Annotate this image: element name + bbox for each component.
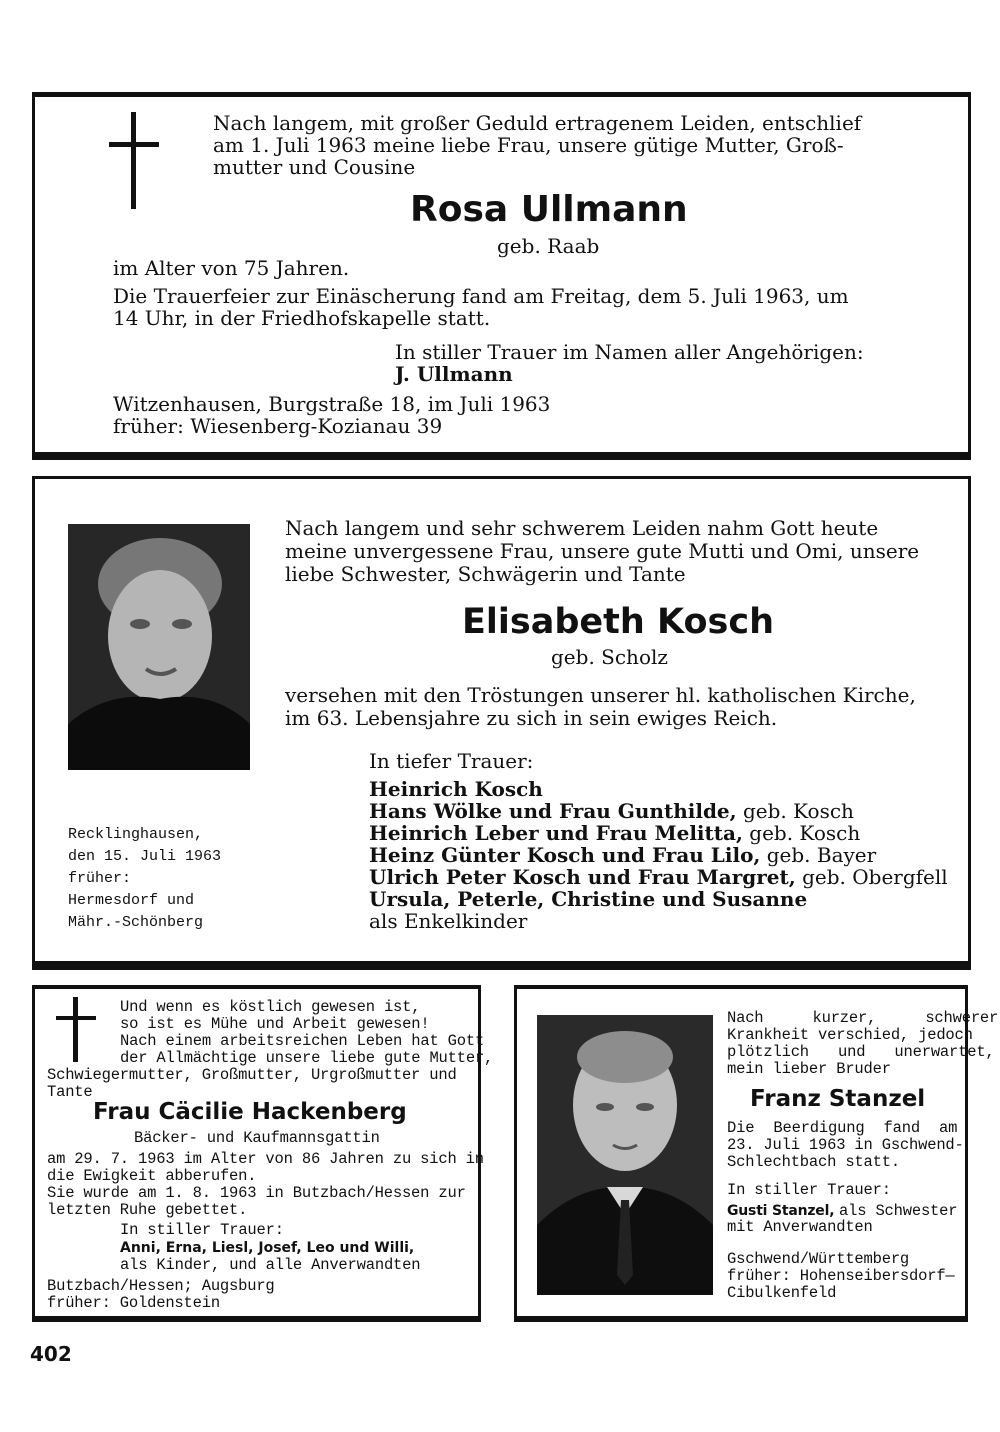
text-line-2: 23. Juli 1963 in Gschwend- bbox=[727, 1136, 964, 1154]
place-line-1: Recklinghausen, bbox=[68, 826, 204, 843]
text-line-10: letzten Ruhe gebettet. bbox=[47, 1201, 248, 1219]
intro-line-2: Krankheit verschied, jedoch bbox=[727, 1026, 973, 1044]
text-line-6: Tante bbox=[47, 1083, 93, 1101]
text-line-1: Die Beerdigung fand am bbox=[727, 1119, 958, 1137]
mourner-line-1: Gusti Stanzel, als Schwester bbox=[727, 1202, 958, 1220]
intro-line-1: Nach langem und sehr schwerem Leiden nahm Gott heute bbox=[285, 516, 879, 540]
intro-line-3: mutter und Cousine bbox=[213, 155, 416, 179]
text-line-3: Schlechtbach statt. bbox=[727, 1153, 900, 1171]
mourner-1: Heinrich Kosch bbox=[369, 777, 543, 801]
portrait-photo bbox=[537, 1015, 713, 1295]
mourners-line-2: als Kinder, und alle Anverwandten bbox=[120, 1256, 421, 1274]
funeral-line-2: 14 Uhr, in der Friedhofskapelle statt. bbox=[113, 306, 491, 330]
text-line-2: im 63. Lebensjahre zu sich in sein ewiges Reich. bbox=[285, 706, 778, 730]
mourning-line: In stiller Trauer: bbox=[120, 1221, 284, 1239]
text-line-8: die Ewigkeit abberufen. bbox=[47, 1167, 257, 1185]
place-line-2: den 15. Juli 1963 bbox=[68, 848, 222, 865]
deceased-name: Elisabeth Kosch bbox=[462, 602, 775, 642]
mourner-5: Ulrich Peter Kosch und Frau Margret, geb. Obergfell bbox=[369, 865, 948, 889]
place-line-1: Butzbach/Hessen; Augsburg bbox=[47, 1277, 275, 1295]
mourner-3: Heinrich Leber und Frau Melitta, geb. Kosch bbox=[369, 821, 861, 845]
intro-line-3: plötzlich und unerwartet, bbox=[727, 1043, 995, 1061]
bottom-rule bbox=[32, 1317, 481, 1322]
occupation: Bäcker- und Kaufmannsgattin bbox=[134, 1129, 380, 1147]
portrait-photo bbox=[68, 524, 250, 770]
intro-line-2: meine unvergessene Frau, unsere gute Mutti und Omi, unsere bbox=[285, 539, 920, 563]
deceased-name: Rosa Ullmann bbox=[410, 189, 688, 230]
intro-line-2: am 1. Juli 1963 meine liebe Frau, unsere gütige Mutter, Groß- bbox=[213, 133, 844, 157]
signer: J. Ullmann bbox=[395, 362, 513, 386]
verse-line-1: Und wenn es köstlich gewesen ist, bbox=[120, 998, 421, 1016]
mourner-4: Heinz Günter Kosch und Frau Lilo, geb. Bayer bbox=[369, 843, 877, 867]
address-line-1: Witzenhausen, Burgstraße 18, im Juli 1963 bbox=[113, 392, 551, 416]
maiden-name: geb. Scholz bbox=[551, 645, 668, 669]
age-line: im Alter von 75 Jahren. bbox=[113, 256, 350, 280]
text-line-7: am 29. 7. 1963 im Alter von 86 Jahren zu sich in bbox=[47, 1150, 484, 1168]
verse-line-4: der Allmächtige unsere liebe gute Mutter, bbox=[120, 1049, 494, 1067]
address-line-2: früher: Wiesenberg-Kozianau 39 bbox=[113, 414, 443, 438]
place-line-5: Mähr.-Schönberg bbox=[68, 914, 204, 931]
verse-line-3: Nach einem arbeitsreichen Leben hat Gott bbox=[120, 1032, 485, 1050]
deceased-name: Franz Stanzel bbox=[750, 1086, 926, 1112]
mourner-6: Ursula, Peterle, Christine und Susanne bbox=[369, 887, 808, 911]
place-line-3: Cibulkenfeld bbox=[727, 1284, 837, 1302]
verse-line-2: so ist es Mühe und Arbeit gewesen! bbox=[120, 1015, 430, 1033]
intro-line-1: Nach langem, mit großer Geduld ertragenem Leiden, entschlief bbox=[213, 111, 862, 135]
page-number: 402 bbox=[30, 1342, 72, 1366]
intro-line-1: Nach kurzer, schwerer bbox=[727, 1009, 999, 1027]
mourning-line: In stiller Trauer: bbox=[727, 1181, 891, 1199]
mourner-2: Hans Wölke und Frau Gunthilde, geb. Kosch bbox=[369, 799, 854, 823]
intro-line-4: mein lieber Bruder bbox=[727, 1060, 891, 1078]
mourner-line-2: mit Anverwandten bbox=[727, 1218, 873, 1236]
intro-line-3: liebe Schwester, Schwägerin und Tante bbox=[285, 562, 686, 586]
place-line-1: Gschwend/Württemberg bbox=[727, 1250, 910, 1268]
text-line-1: versehen mit den Tröstungen unserer hl. katholischen Kirche, bbox=[285, 683, 916, 707]
place-line-2: früher: Goldenstein bbox=[47, 1294, 220, 1312]
mourning-line: In stiller Trauer im Namen aller Angehörigen: bbox=[395, 340, 864, 364]
text-line-5: Schwiegermutter, Großmutter, Urgroßmutter und bbox=[47, 1066, 457, 1084]
text-line-9: Sie wurde am 1. 8. 1963 in Butzbach/Hessen zur bbox=[47, 1184, 466, 1202]
place-line-2: früher: Hohenseibersdorf— bbox=[727, 1267, 955, 1285]
bottom-rule bbox=[32, 964, 971, 970]
mourner-7: als Enkelkinder bbox=[369, 909, 528, 933]
mourners: Anni, Erna, Liesl, Josef, Leo und Willi, bbox=[120, 1240, 415, 1256]
mourning-line: In tiefer Trauer: bbox=[369, 749, 534, 773]
bottom-rule bbox=[32, 454, 971, 460]
place-line-4: Hermesdorf und bbox=[68, 892, 195, 909]
maiden-name: geb. Raab bbox=[497, 234, 600, 258]
deceased-name: Frau Cäcilie Hackenberg bbox=[93, 1099, 407, 1125]
funeral-line-1: Die Trauerfeier zur Einäscherung fand am Freitag, dem 5. Juli 1963, um bbox=[113, 284, 849, 308]
place-line-3: früher: bbox=[68, 870, 132, 887]
bottom-rule bbox=[514, 1317, 968, 1322]
